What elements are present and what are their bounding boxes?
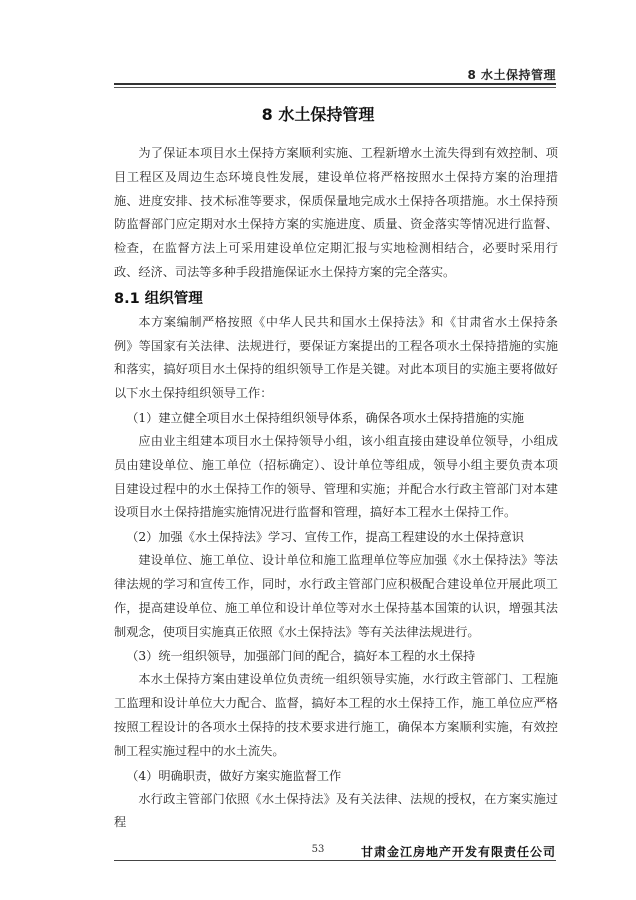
section-intro-paragraph: 本方案编制严格按照《中华人民共和国水土保持法》和《甘肃省水土保持条例》等国家有关法律、法规进行，要保证方案提出的工程各项水土保持措施的实施和落实，搞好项目水土保持的组织领导工作是关键。对此本项目的实施主要将做好以下水土保持组织领导工作： (114, 314, 558, 401)
header-rule (114, 83, 556, 85)
page-number: 53 (311, 844, 325, 855)
footer-company: 甘肃金江房地产开发有限责任公司 (360, 845, 556, 859)
list-item-title: （3）统一组织领导，加强部门间的配合，搞好本工程的水土保持 (126, 649, 476, 664)
footer-rule (114, 860, 556, 861)
list-item-body: 建设单位、施工单位、设计单位和施工监理单位等应加强《水土保持法》等法律法规的学习和宣传工作，同时，水行政主管部门应积极配合建设单位开展此项工作，提高建设单位、施工单位和设计单位等对水土保持基本国策的认识，增强其法制观念，使项目实施真正依照《水土保持法》等有关法律法规进行。 (114, 553, 558, 639)
list-item-title: （4）明确职责，做好方案实施监督工作 (126, 768, 342, 783)
list-item-body: 本水土保持方案由建设单位负责统一组织领导实施，水行政主管部门、工程施工监理和设计单位大力配合、监督，搞好本工程的水土保持工作，施工单位应严格按照工程设计的各项水土保持的技术要求进行施工，确保本方案顺利实施，有效控制工程实施过程中的水土流失。 (114, 672, 558, 758)
section-heading: 8.1 组织管理 (114, 290, 203, 307)
header-rule-thin (114, 87, 556, 88)
list-item-title: （1）建立健全项目水土保持组织领导体系，确保各项水土保持措施的实施 (126, 410, 524, 425)
list-item-title: （2）加强《水土保持法》学习、宣传工作，提高工程建设的水土保持意识 (126, 530, 524, 545)
list-item-body: 应由业主组建本项目水土保持领导小组，该小组直接由建设单位领导，小组成员由建设单位、施工单位（招标确定）、设计单位等组成，领导小组主要负责本项目建设过程中的水土保持工作的领导、管理和实施；并配合水行政主管部门对本建设项目水土保持措施实施情况进行监督和管理，搞好本工程水土保持工作。 (114, 433, 558, 520)
intro-paragraph: 为了保证本项目水土保持方案顺利实施、工程新增水土流失得到有效控制、项目工程区及周边生态环境良性发展，建设单位将严格按照水土保持方案的治理措施、进度安排、技术标准等要求，保质保量地完成水土保持各项措施。水土保持预防监督部门应定期对水土保持方案的实施进度、质量、资金落实等情况进行监督、检查，在监督方法上可采用建设单位定期汇报与实地检测相结合，必要时采用行政、经济、司法等多种手段措施保证水土保持方案的完全落实。 (114, 146, 558, 279)
page-body (114, 142, 558, 835)
chapter-title: 8 水土保持管理 (261, 105, 375, 124)
running-header: 8 水土保持管理 (467, 68, 556, 82)
list-item-body: 水行政主管部门依照《水土保持法》及有关法律、法规的授权，在方案实施过程 (114, 791, 558, 830)
